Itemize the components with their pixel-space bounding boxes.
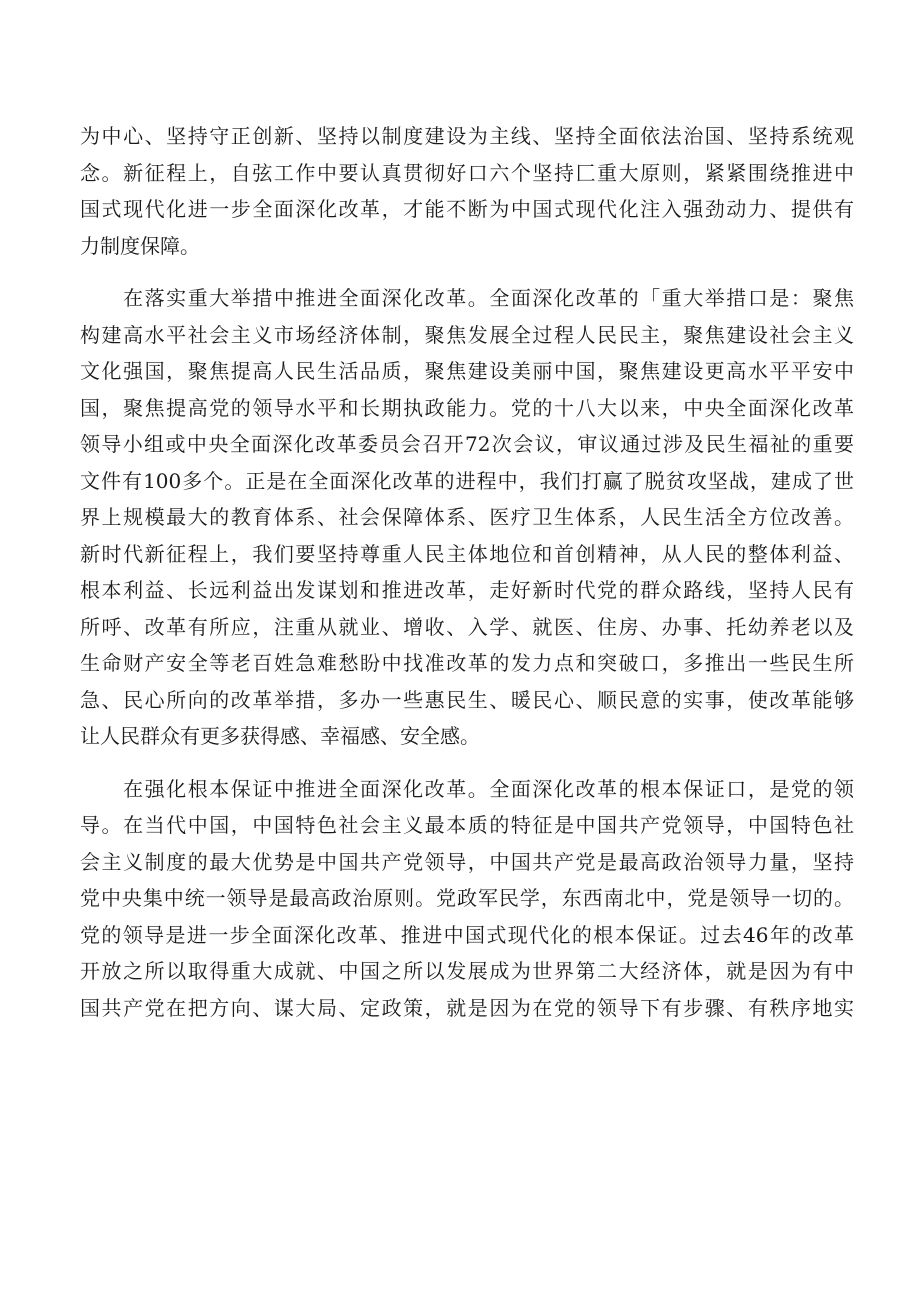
text-line: 让人民群众有更多获得感、幸福感、安全感。: [80, 724, 480, 748]
text-line: 为中心、坚持守正创新、坚持以制度建设为主线、坚持全面依法治国、坚持系统观: [80, 124, 854, 148]
text-line: 构建高水平社会主义市场经济体制，聚焦发展全过程人民民主，聚焦建设社会主义: [80, 322, 854, 347]
text-line: 会主义制度的最大优势是中国共产党领导，中国共产党是最高政治领导力量，坚持: [80, 849, 854, 874]
text-line: 界上规模最大的教育体系、社会保障体系、医疗卫生体系，人民生活全方位改善。: [80, 505, 854, 529]
paragraph-1: [80, 118, 854, 264]
text-line: 念。新征程上，自弦工作中要认真贯彻好口六个坚持匚重大原则，紧紧围绕推进中: [80, 160, 854, 185]
text-line: 开放之所以取得重大成就、中国之所以发展成为世界第二大经济体，就是因为有中: [80, 959, 854, 983]
text-line: 导。在当代中国，中国特色社会主义最本质的特征是中国共产党领导，中国特色社: [80, 813, 854, 837]
text-line: 领导小组或中央全面深化改革委员会召开72次会议，审议通过涉及民生福祉的重要: [80, 432, 854, 456]
text-line: 文化强国，聚焦提高人民生活品质，聚焦建设美丽中国，聚焦建设更高水平平安中: [80, 359, 854, 383]
text-line: 党的领导是进一步全面深化改革、推进中国式现代化的根本保证。过去46年的改革: [80, 922, 854, 947]
text-line: 力制度保障。: [80, 233, 200, 258]
text-line: 党中央集中统一领导是最高政治原则。党政军民学，东西南北中，党是领导一切的。: [80, 886, 854, 910]
text-line: 国式现代化进一步全面深化改革，才能不断为中国式现代化注入强劲动力、提供有: [80, 197, 854, 221]
paragraph-3: [80, 771, 854, 1027]
text-line: 在落实重大举措中推进全面深化改革。全面深化改革的「重大举措口是：聚焦: [80, 286, 854, 310]
text-line: 文件有100多个。正是在全面深化改革的进程中，我们打赢了脱贫攻坚战，建成了世: [80, 468, 854, 493]
text-line: 所呼、改革有所应，注重从就业、增收、入学、就医、住房、办事、托幼养老以及: [80, 614, 854, 639]
text-line: 国，聚焦提高党的领导水平和长期执政能力。党的十八大以来，中央全面深化改革: [80, 395, 854, 420]
text-line: 国共产党在把方向、谋大局、定政策，就是因为在党的领导下有步骤、有秩序地实: [80, 995, 854, 1020]
paragraph-2: [80, 280, 854, 755]
document-body: [80, 118, 854, 1026]
text-line: 新时代新征程上，我们要坚持尊重人民主体地位和首创精神，从人民的整体利益、: [80, 541, 854, 566]
text-line: 急、民心所向的改革举措，多办一些惠民生、暖民心、顺民意的实事，使改革能够: [80, 687, 854, 712]
text-line: 在强化根本保证中推进全面深化改革。全面深化改革的根本保证口，是党的领: [80, 776, 854, 801]
text-line: 生命财产安全等老百姓急难愁盼中找准改革的发力点和突破口，多推出一些民生所: [80, 651, 854, 675]
text-line: 根本利益、长远利益出发谋划和推进改革，走好新时代党的群众路线，坚持人民有: [80, 578, 854, 602]
